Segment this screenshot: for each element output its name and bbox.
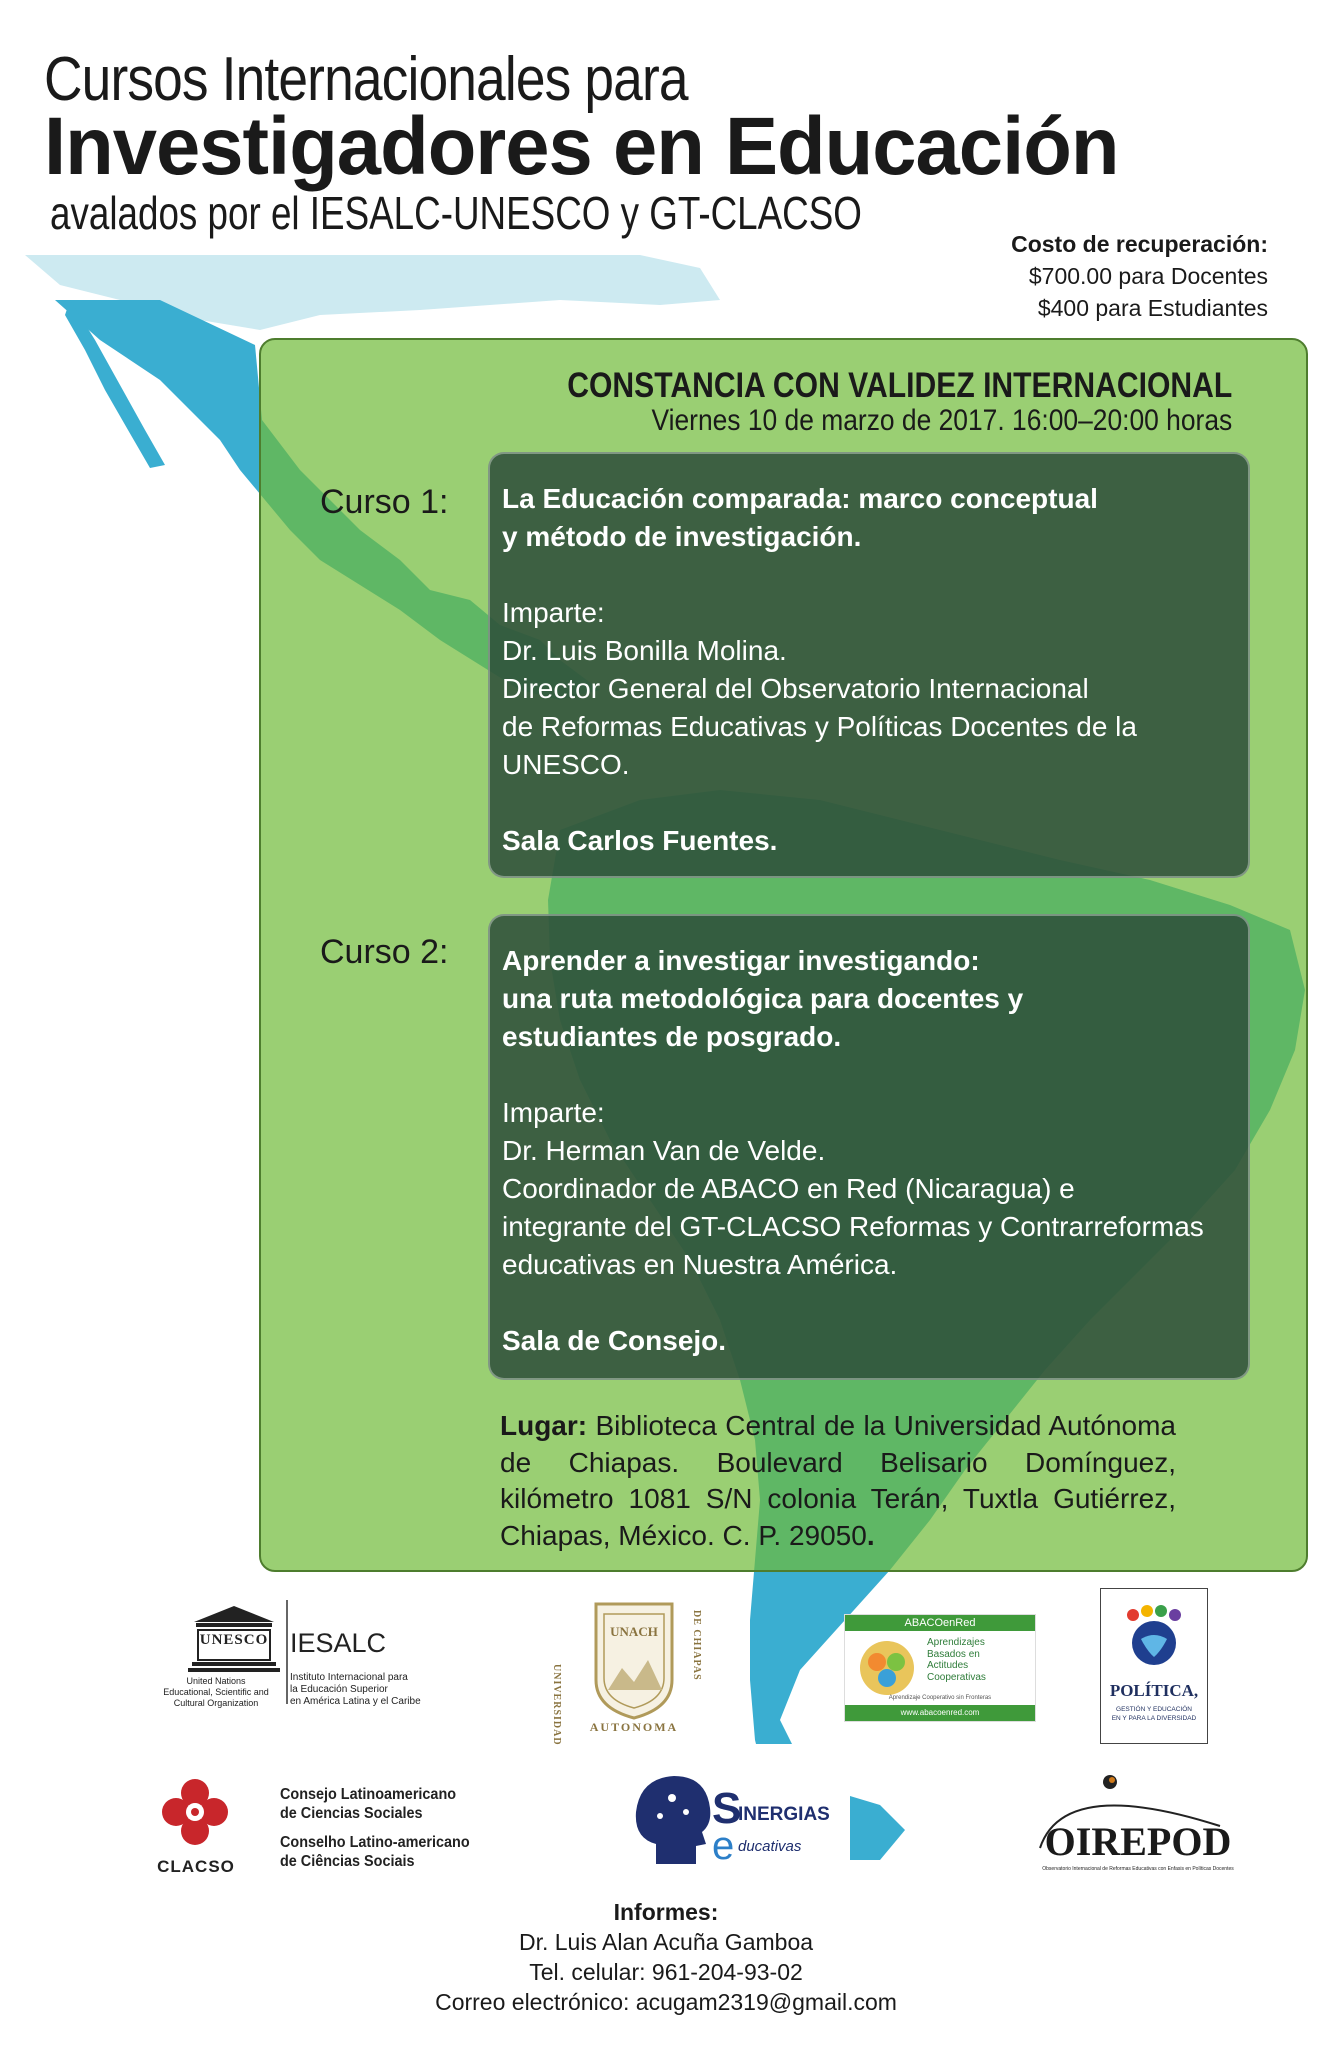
course-1-box — [488, 452, 1250, 878]
sinergias-logo — [618, 1744, 850, 1886]
course-2-label: Curso 2: — [320, 933, 449, 971]
oirepod-logo — [1024, 1766, 1252, 1878]
event-date: Viernes 10 de marzo de 2017. 16:00–20:00 horas — [651, 404, 1232, 437]
iesalc-desc — [290, 1672, 421, 1708]
unesco-org-1: United Nations — [186, 1676, 246, 1686]
cost-block — [1011, 228, 1268, 324]
abaco-line-2: Basados en — [927, 1648, 980, 1660]
course-1-imparte: Imparte: — [502, 597, 605, 628]
contact-title: Informes: — [613, 1899, 719, 1925]
course-2-room: Sala de Consejo. — [502, 1325, 727, 1356]
location-block — [500, 1408, 1176, 1554]
contact-name: Dr. Luis Alan Acuña Gamboa — [518, 1929, 814, 1955]
cost-title: Costo de recuperación: — [1011, 231, 1268, 257]
iesalc-desc-2: la Educación Superior — [290, 1684, 388, 1695]
sinergias-e: e — [712, 1824, 735, 1868]
course-2-title-3: estudiantes de posgrado. — [502, 1021, 842, 1052]
title-line-2: Investigadores en Educación — [44, 101, 1119, 192]
course-1-role-2: de Reformas Educativas y Políticas Docentes de la — [502, 711, 1137, 742]
clacso-es-1: Consejo Latinoamericano — [280, 1786, 457, 1803]
abaco-line-3: Actitudes — [927, 1660, 969, 1671]
abaco-url: www.abacoenred.com — [845, 1705, 1035, 1721]
sinergias-s: S — [712, 1784, 742, 1833]
abaco-logo — [844, 1614, 1036, 1722]
cost-estudiantes: $400 para Estudiantes — [1037, 295, 1268, 321]
course-1-room: Sala Carlos Fuentes. — [502, 825, 778, 856]
politica-sub — [1101, 1705, 1207, 1723]
course-2-imparte: Imparte: — [502, 1097, 605, 1128]
abaco-line-1: Aprendizajes — [927, 1637, 985, 1648]
politica-title: POLÍTICA, — [1109, 1681, 1199, 1700]
politica-sub-2: EN Y PARA LA DIVERSIDAD — [1111, 1715, 1197, 1722]
abaco-line-4: Cooperativas — [927, 1671, 986, 1683]
course-2-role-3: educativas en Nuestra América. — [502, 1249, 898, 1280]
iesalc-desc-3: en América Latina y el Caribe — [290, 1696, 421, 1707]
contact-email: Correo electrónico: acugam2319@gmail.com — [435, 1989, 897, 2015]
clacso-pt-1: Conselho Latino-americano — [280, 1834, 470, 1851]
unesco-org-2: Educational, Scientific and — [163, 1687, 269, 1697]
contact-phone: Tel. celular: 961-204-93-02 — [529, 1959, 803, 1985]
clacso-es-2: de Ciencias Sociales — [280, 1805, 423, 1822]
head-profile-icon — [626, 1768, 714, 1868]
course-1-title-2: y método de investigación. — [502, 521, 862, 552]
unach-logo — [548, 1590, 720, 1746]
sinergias-word: INERGIAS — [738, 1804, 830, 1825]
course-2-box — [488, 914, 1250, 1380]
iesalc-name: IESALC — [290, 1628, 387, 1658]
unach-right-text: DE CHIAPAS — [691, 1610, 702, 1681]
oirepod-desc: Observatorio Internacional de Reformas Educativas con Énfasis en Políticas Docentes — [1042, 1866, 1234, 1872]
course-2-title-1: Aprender a investigar investigando: — [502, 945, 980, 976]
constancia-block — [459, 366, 1232, 438]
clacso-emblem-icon — [154, 1771, 236, 1853]
contact-block — [0, 1897, 1332, 2017]
clacso-name: CLACSO — [157, 1857, 235, 1876]
abaco-header: ABACOenRed — [845, 1615, 1035, 1631]
location-end: . — [866, 1519, 875, 1551]
course-2-speaker: Dr. Herman Van de Velde. — [502, 1135, 826, 1166]
title-line-3: avalados por el IESALC-UNESCO y GT-CLACSO — [50, 187, 862, 239]
course-1-title-1: La Educación comparada: marco conceptual — [502, 483, 1098, 514]
politica-logo — [1100, 1588, 1208, 1744]
unach-shield-text: UNACH — [610, 1624, 658, 1639]
course-2-role-1: Coordinador de ABACO en Red (Nicaragua) e — [502, 1173, 1075, 1204]
course-2-role-2: integrante del GT-CLACSO Reformas y Contrarreformas — [502, 1211, 1204, 1242]
cost-docentes: $700.00 para Docentes — [1028, 263, 1268, 289]
unach-left-text: UNIVERSIDAD — [551, 1664, 562, 1746]
clacso-pt-2: de Ciências Sociais — [280, 1853, 415, 1870]
course-1-speaker: Dr. Luis Bonilla Molina. — [502, 635, 787, 666]
unesco-org-text — [146, 1676, 286, 1709]
course-1-role-1: Director General del Observatorio Internacional — [502, 673, 1089, 704]
course-1-label: Curso 1: — [320, 483, 449, 521]
course-1-role-3: UNESCO. — [502, 749, 630, 780]
unesco-org-3: Cultural Organization — [173, 1698, 259, 1708]
unach-bottom-text: AUTONOMA — [589, 1720, 679, 1734]
clacso-text — [280, 1785, 470, 1871]
location-text: Biblioteca Central de la Universidad Autónoma de Chiapas. Boulevard Belisario Domínguez, kilómetro 1081 S/N colonia Terán, Tuxtla Gutiérrez, Chiapas, México. C. P. 29050 — [500, 1410, 1176, 1551]
unesco-temple-icon — [146, 1592, 444, 1736]
clacso-logo — [144, 1767, 488, 1881]
location-label: Lugar: — [500, 1410, 588, 1441]
abaco-hands-icon — [851, 1637, 923, 1699]
politica-globe-icon — [1119, 1603, 1189, 1673]
abaco-text — [927, 1637, 986, 1683]
course-2-title-2: una ruta metodológica para docentes y — [502, 983, 1024, 1014]
sinergias-subword: ducativas — [738, 1838, 802, 1855]
iesalc-desc-1: Instituto Internacional para — [290, 1672, 408, 1683]
politica-sub-1: GESTIÓN Y EDUCACIÓN — [1116, 1706, 1192, 1713]
constancia-title: CONSTANCIA CON VALIDEZ INTERNACIONAL — [567, 366, 1232, 405]
oirepod-name: OIREPOD — [1044, 1819, 1232, 1864]
unesco-iesalc-logo — [146, 1592, 444, 1736]
abaco-tagline: Aprendizaje Cooperativo sin Fronteras — [888, 1695, 992, 1701]
title-line-1: Cursos Internacionales para — [44, 45, 688, 114]
unesco-word: UNESCO — [199, 1632, 269, 1648]
